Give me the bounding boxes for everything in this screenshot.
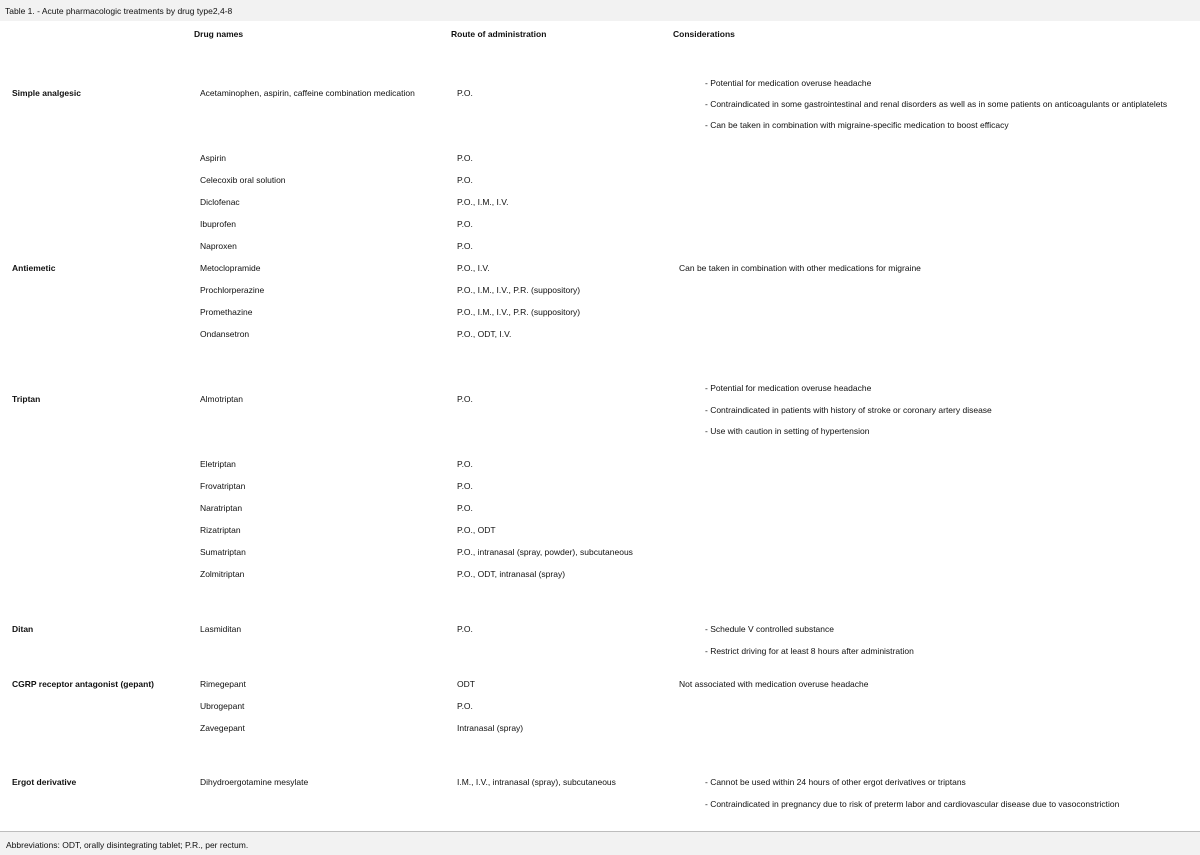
category-label: Antiemetic (12, 263, 56, 273)
drug-name-cell: Naproxen (200, 241, 237, 251)
table-footer: Abbreviations: ODT, orally disintegrating tablet; P.R., per rectum. (6, 840, 249, 850)
consideration-item: - Potential for medication overuse headache (705, 78, 872, 88)
drug-name-cell: Aspirin (200, 153, 226, 163)
category-label: Ergot derivative (12, 777, 77, 787)
consideration-item: - Potential for medication overuse headache (705, 383, 872, 393)
drug-name-cell: Ubrogepant (200, 701, 245, 711)
route-cell: P.O. (457, 175, 473, 185)
route-cell: P.O. (457, 624, 473, 634)
drug-name-cell: Eletriptan (200, 459, 236, 469)
route-cell: P.O., I.M., I.V., P.R. (suppository) (457, 307, 581, 317)
consideration-item: Not associated with medication overuse headache (679, 679, 869, 689)
route-cell: P.O., ODT, I.V. (457, 329, 512, 339)
consideration-item: Can be taken in combination with other medications for migraine (679, 263, 921, 273)
category-label: CGRP receptor antagonist (gepant) (12, 679, 154, 689)
drug-name-cell: Promethazine (200, 307, 253, 317)
drug-name-cell: Lasmiditan (200, 624, 242, 634)
drug-name-cell: Almotriptan (200, 394, 243, 404)
route-cell: P.O. (457, 481, 473, 491)
route-cell: P.O. (457, 153, 473, 163)
route-cell: P.O., I.M., I.V., P.R. (suppository) (457, 285, 581, 295)
consideration-item: - Schedule V controlled substance (705, 624, 834, 634)
route-cell: P.O. (457, 394, 473, 404)
category-label: Ditan (12, 624, 34, 634)
drug-name-cell: Rizatriptan (200, 525, 241, 535)
drug-name-cell: Prochlorperazine (200, 285, 265, 295)
route-cell: I.M., I.V., intranasal (spray), subcutaneous (457, 777, 616, 787)
route-cell: ODT (457, 679, 475, 689)
drug-name-cell: Zavegepant (200, 723, 245, 733)
drug-name-cell: Ibuprofen (200, 219, 236, 229)
drug-name-cell: Acetaminophen, aspirin, caffeine combination medication (200, 88, 415, 98)
consideration-item: - Can be taken in combination with migraine-specific medication to boost efficacy (705, 120, 1009, 130)
table-caption-bar (0, 0, 1200, 22)
route-cell: P.O. (457, 503, 473, 513)
route-cell: P.O. (457, 459, 473, 469)
consideration-item: - Restrict driving for at least 8 hours after administration (705, 646, 914, 656)
table-footer-bar (0, 831, 1200, 855)
drug-name-cell: Celecoxib oral solution (200, 175, 286, 185)
route-cell: Intranasal (spray) (457, 723, 524, 733)
drug-name-cell: Ondansetron (200, 329, 250, 339)
route-cell: P.O., intranasal (spray, powder), subcutaneous (457, 547, 633, 557)
route-cell: P.O. (457, 219, 473, 229)
drug-name-cell: Naratriptan (200, 503, 243, 513)
category-label: Triptan (12, 394, 41, 404)
drug-name-cell: Diclofenac (200, 197, 240, 207)
consideration-item: - Use with caution in setting of hypertension (705, 426, 870, 436)
header-considerations: Considerations (673, 29, 735, 39)
route-cell: P.O. (457, 701, 473, 711)
route-cell: P.O., I.V. (457, 263, 490, 273)
route-cell: P.O., I.M., I.V. (457, 197, 509, 207)
route-cell: P.O. (457, 241, 473, 251)
route-cell: P.O. (457, 88, 473, 98)
header-route: Route of administration (451, 29, 547, 39)
drug-name-cell: Sumatriptan (200, 547, 246, 557)
header-drug-names: Drug names (194, 29, 244, 39)
drug-name-cell: Rimegepant (200, 679, 246, 689)
route-cell: P.O., ODT, intranasal (spray) (457, 569, 566, 579)
category-label: Simple analgesic (12, 88, 81, 98)
consideration-item: - Contraindicated in some gastrointestinal and renal disorders as well as in some patients on anticoagulants or antiplatelets (705, 99, 1168, 109)
table-caption: Table 1. - Acute pharmacologic treatments by drug type2,4-8 (5, 6, 233, 16)
drug-name-cell: Metoclopramide (200, 263, 261, 273)
consideration-item: - Cannot be used within 24 hours of other ergot derivatives or triptans (705, 777, 966, 787)
consideration-item: - Contraindicated in pregnancy due to risk of preterm labor and cardiovascular disease due to vasoconstriction (705, 799, 1120, 809)
consideration-item: - Contraindicated in patients with history of stroke or coronary artery disease (705, 405, 992, 415)
route-cell: P.O., ODT (457, 525, 496, 535)
drug-name-cell: Zolmitriptan (200, 569, 245, 579)
drug-name-cell: Dihydroergotamine mesylate (200, 777, 309, 787)
drug-name-cell: Frovatriptan (200, 481, 246, 491)
